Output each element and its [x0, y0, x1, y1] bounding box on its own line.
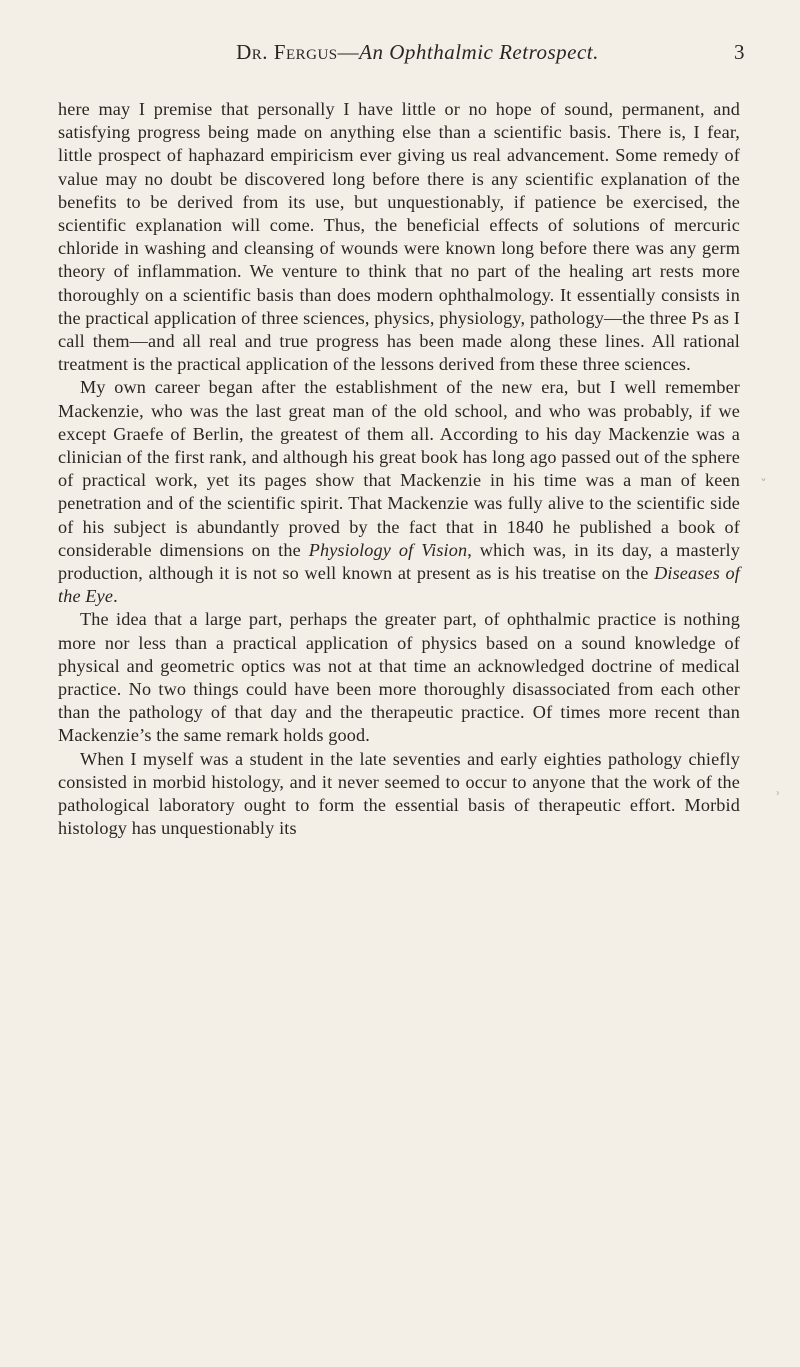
running-title [90, 40, 745, 65]
paragraph-4: When I myself was a student in the late seventies and early eighties pathology chiefly consisted in morbid histology, and it never seemed to occur to anyone that the work of the pathological laboratory ought to form the essential basis of therapeutic effort. Morbid histology has unquestionably its [58, 748, 740, 839]
paragraph-1: here may I premise that personally I have little or no hope of sound, permanent, and satisfying progress being made on anything else than a scientific basis. There is, I fear, little prospect of haphazard empiricism ever giving us real advancement. Some remedy of value may no doubt be discovered long before there is any scientific explanation of the benefits to be derived from its use, but unquestionably, if patience be exercised, the scientific explanation will come. Thus, the beneficial effects of solutions of mercuric chloride in washing and cleansing of wounds were known long before there was any germ theory of inflammation. We venture to think that no part of the healing art rests more thoroughly on a scientific basis than does modern ophthalmology. It essentially consists in the practical application of three sciences, physics, physiology, pathology—the three Ps as I call them—and all real and true progress has been made along these lines. All rational treatment is the practical application of the lessons derived from these three sciences. [58, 99, 740, 375]
running-head-separator: — [337, 40, 360, 64]
book-title-physiology-of-vision: Physiology of Vision [308, 539, 468, 560]
running-head [90, 40, 745, 80]
paragraph-2 [58, 376, 740, 608]
running-head-author: Dr. Fergus [236, 40, 338, 64]
margin-pencil-mark: ˇ [760, 478, 767, 494]
paragraph-2-text-c: . [113, 586, 118, 607]
book-title-diseases-of-the-eye: Diseases of the Eye [58, 563, 740, 607]
paragraph-2-text-b: , which was, in its day, a masterly production, although it is not so well known at present as is his treatise on the [58, 539, 740, 584]
paragraph-3: The idea that a large part, perhaps the greater part, of ophthalmic practice is nothing more nor less than a practical application of physics based on a sound knowledge of physical and geometric optics was not at that time an acknowledged doctrine of medical practice. No two things could have been more thoroughly disassociated from each other than the pathology of that day and the therapeutic practice. Of times more recent than Mackenzie’s the same remark holds good. [58, 609, 740, 746]
page-number: 3 [734, 40, 745, 64]
running-head-title: An Ophthalmic Retrospect. [359, 40, 599, 64]
body-text [58, 98, 740, 841]
margin-pencil-mark: ʾ [776, 790, 781, 806]
paragraph-2-text-a: My own career began after the establishment of the new era, but I well remember Mackenzie, who was the last great man of the old school, and who was probably, if we except Graefe of Berlin, the greatest of them all. According to his day Mackenzie was a clinician of the first rank, and although his great book has long ago passed out of the sphere of practical work, yet its pages show that Mackenzie in his time was a man of keen penetration and of the scientific spirit. That Mackenzie was fully alive to the scientific side of his subject is abundantly proved by the fact that in 1840 he published a book of considerable dimensions on the [58, 377, 740, 560]
